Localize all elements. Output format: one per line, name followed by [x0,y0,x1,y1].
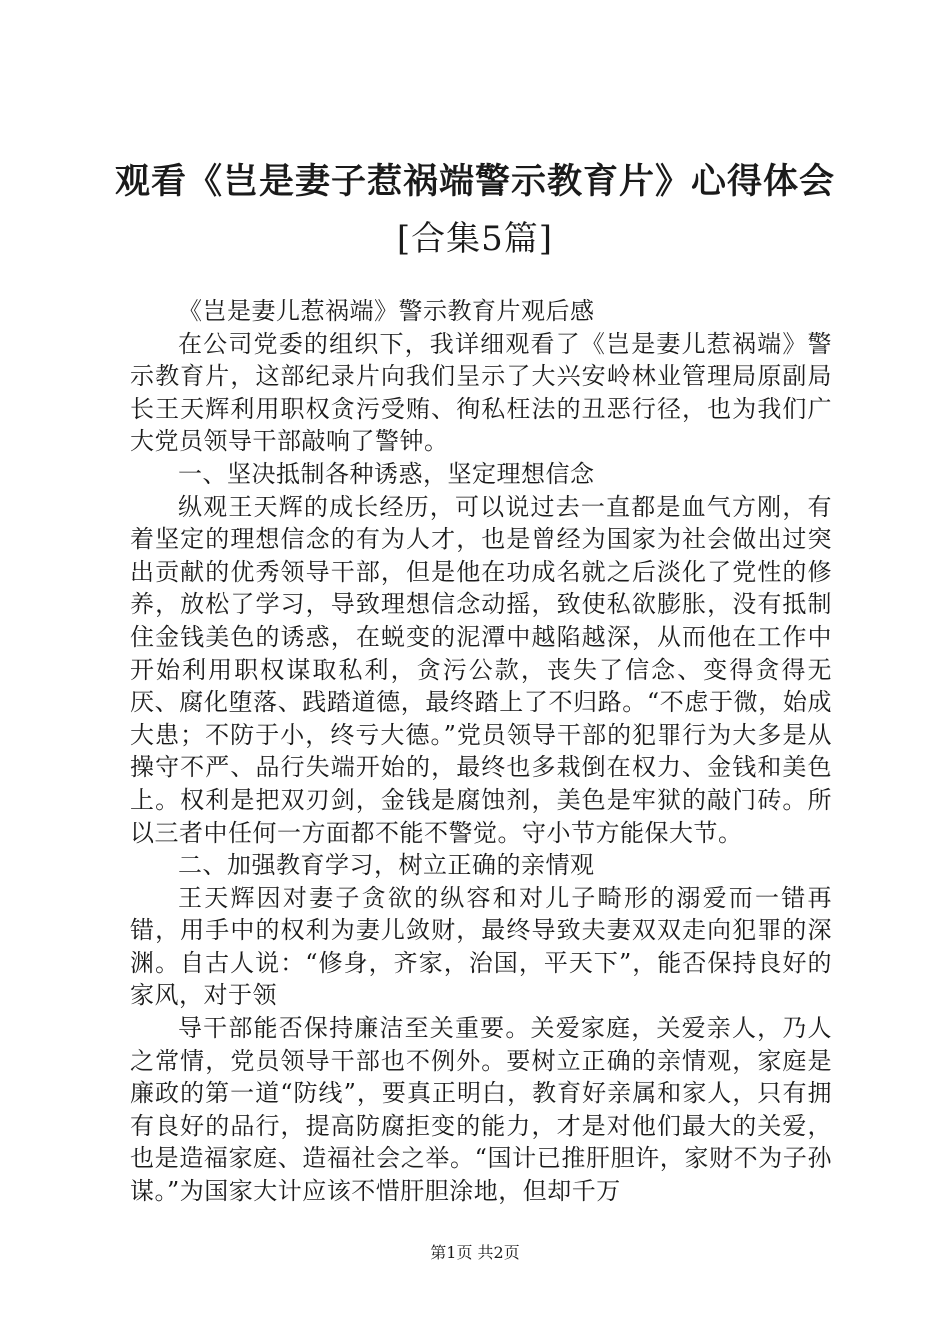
section-heading: 二、加强教育学习，树立正确的亲情观 [178,851,595,880]
page-footer: 第1页 共2页 [430,1243,520,1262]
document-title: 观看《岂是妻子惹祸端警示教育片》心得体会 [114,161,835,202]
section-heading: 一、坚决抵制各种诱惑，坚定理想信念 [178,459,595,488]
document-body [130,295,832,1208]
paragraph-heading: 《岂是妻儿惹祸端》警示教育片观后感 [178,297,595,325]
paragraph: 王天辉因对妻子贪欲的纵容和对儿子畸形的溺爱而一错再错，用手中的权利为妻儿敛财，最终导致夫妻双双走向犯罪的深渊。自古人说：“修身，齐家，治国，平天下”，能否保持良好的家风，对于领 [130,883,832,1010]
document-subtitle: [合集5篇] [396,219,554,259]
paragraph: 纵观王天辉的成长经历，可以说过去一直都是血气方刚，有着坚定的理想信念的有为人才，也是曾经为国家为社会做出过突出贡献的优秀领导干部，但是他在功成名就之后淡化了党性的修养，放松了学习，导致理想信念动摇，致使私欲膨胀，没有抵制住金钱美色的诱惑，在蜕变的泥潭中越陷越深，从而他在工作中开始利用职权谋取私利，贪污公款，丧失了信念、变得贪得无厌、腐化堕落、践踏道德，最终踏上了不归路。“不虑于微，始成大患；不防于小，终亏大德。”党员领导干部的犯罪行为大多是从操守不严、品行失端开始的，最终也多栽倒在权力、金钱和美色上。权利是把双刃剑，金钱是腐蚀剂，美色是牢狱的敲门砖。所以三者中任何一方面都不能不警觉。守小节方能保大节。 [130,492,832,847]
paragraph: 导干部能否保持廉洁至关重要。关爱家庭，关爱亲人，乃人之常情，党员领导干部也不例外。要树立正确的亲情观，家庭是廉政的第一道“防线”，要真正明白，教育好亲属和家人，只有拥有良好的品行，提高防腐拒变的能力，才是对他们最大的关爱，也是造福家庭、造福社会之举。“国计已推肝胆许，家财不为子孙谋。”为国家大计应该不惜肝胆涂地，但却千万 [130,1014,832,1206]
paragraph: 在公司党委的组织下，我详细观看了《岂是妻儿惹祸端》警示教育片，这部纪录片向我们呈示了大兴安岭林业管理局原副局长王天辉利用职权贪污受贿、徇私枉法的丑恶行径，也为我们广大党员领导干部敲响了警钟。 [130,329,832,456]
